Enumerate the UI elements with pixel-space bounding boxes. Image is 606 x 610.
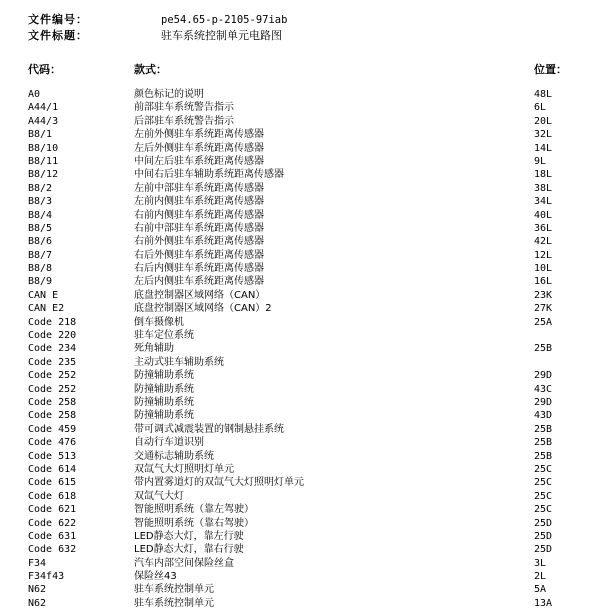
- component-description: 右前内侧驻车系统距离传感器: [134, 209, 264, 221]
- component-description: LED静态大灯，靠左行驶: [134, 530, 244, 542]
- component-position: 25D: [534, 517, 553, 529]
- component-code: Code 621: [28, 504, 77, 516]
- table-row: [0, 142, 606, 155]
- doc-title-value: 驻车系统控制单元电路图: [161, 29, 282, 42]
- component-description: 左后内侧驻车系统距离传感器: [134, 276, 264, 288]
- component-position: 25C: [534, 490, 553, 502]
- component-description: 左前外侧驻车系统距离传感器: [134, 129, 264, 141]
- table-row: [0, 517, 606, 530]
- component-code: B8/11: [28, 155, 59, 167]
- component-description: 防撞辅助系统: [134, 396, 194, 408]
- component-code: Code 618: [28, 490, 77, 502]
- component-code: B8/9: [28, 276, 53, 288]
- component-position: 38L: [534, 182, 553, 194]
- component-position: 25B: [534, 343, 553, 355]
- doc-title-label: 文件标题：: [28, 29, 88, 42]
- component-code: B8/2: [28, 182, 53, 194]
- component-position: 3L: [534, 557, 547, 569]
- table-row: [0, 155, 606, 168]
- component-position: 25C: [534, 463, 553, 475]
- component-position: 25C: [534, 477, 553, 489]
- component-description: 右前中部驻车系统距离传感器: [134, 222, 264, 234]
- component-position: 20L: [534, 115, 553, 127]
- component-description: 驻车系统控制单元: [134, 584, 214, 596]
- component-code: B8/5: [28, 222, 53, 234]
- table-row: [0, 436, 606, 449]
- component-code: Code 220: [28, 330, 77, 342]
- table-row: [0, 249, 606, 262]
- table-row: [0, 235, 606, 248]
- component-description: 后部驻车系统警告指示: [134, 115, 234, 127]
- component-position: 34L: [534, 196, 553, 208]
- component-position: 27K: [534, 303, 553, 315]
- component-position: 10L: [534, 263, 553, 275]
- table-row: [0, 88, 606, 101]
- component-code: B8/6: [28, 236, 53, 248]
- component-position: 23K: [534, 289, 553, 301]
- component-code: F34: [28, 557, 47, 569]
- component-code: B8/3: [28, 196, 53, 208]
- component-description: 带内置雾道灯的双氙气大灯照明灯单元: [134, 477, 304, 489]
- component-position: 43D: [534, 410, 553, 422]
- component-description: 颜色标记的说明: [134, 89, 204, 100]
- component-description: 底盘控制器区域网络（CAN）2: [134, 303, 272, 315]
- column-header-code: 代码：: [28, 63, 61, 76]
- component-code: Code 632: [28, 544, 77, 556]
- column-header-model: 款式：: [134, 63, 167, 76]
- component-code: CAN E: [28, 289, 59, 301]
- doc-number-label: 文件编号：: [28, 13, 88, 26]
- component-description: 防撞辅助系统: [134, 410, 194, 422]
- table-row: [0, 128, 606, 141]
- component-description: 右后外侧驻车系统距离传感器: [134, 249, 264, 261]
- component-code: Code 476: [28, 437, 77, 449]
- component-description: 双氙气大灯照明灯单元: [134, 463, 234, 475]
- component-position: 14L: [534, 142, 553, 154]
- component-description: 驻车系统控制单元: [134, 597, 214, 609]
- component-code: B8/7: [28, 249, 53, 261]
- component-description: 防撞辅助系统: [134, 383, 194, 395]
- component-description: 自动行车道识别: [134, 437, 204, 449]
- component-code: Code 614: [28, 463, 77, 475]
- doc-number-value: pe54.65-p-2105-97iab: [161, 14, 288, 26]
- component-position: 29D: [534, 370, 553, 382]
- table-row: [0, 275, 606, 288]
- table-row: [0, 583, 606, 596]
- component-code: Code 631: [28, 530, 77, 542]
- table-row: [0, 396, 606, 409]
- doc-number-row: [0, 12, 606, 28]
- table-row: [0, 342, 606, 355]
- component-code: B8/8: [28, 263, 53, 275]
- component-description: 底盘控制器区域网络（CAN）: [134, 289, 266, 301]
- table-row: [0, 557, 606, 570]
- table-row: [0, 369, 606, 382]
- component-code: B8/4: [28, 209, 53, 221]
- table-row: [0, 195, 606, 208]
- component-code: F34f43: [28, 571, 65, 583]
- table-row: [0, 316, 606, 329]
- component-position: 6L: [534, 102, 547, 114]
- component-description: 中间左后驻车系统距离传感器: [134, 155, 264, 167]
- table-row: [0, 289, 606, 302]
- component-description: 智能照明系统（靠右驾驶）: [134, 517, 254, 529]
- component-description: 防撞辅助系统: [134, 370, 194, 382]
- component-code: B8/12: [28, 169, 59, 181]
- component-position: 40L: [534, 209, 553, 221]
- component-description: 倒车摄像机: [134, 316, 184, 328]
- component-code: A44/3: [28, 115, 59, 127]
- component-code: Code 234: [28, 343, 77, 355]
- component-code: Code 513: [28, 450, 77, 462]
- component-position: 48L: [534, 89, 553, 100]
- component-description: 智能照明系统（靠左驾驶）: [134, 504, 254, 516]
- component-code: Code 218: [28, 316, 77, 328]
- component-description: 左后外侧驻车系统距离传感器: [134, 142, 264, 154]
- component-code: Code 252: [28, 383, 77, 395]
- doc-title-row: [0, 28, 606, 44]
- component-description: 死角辅助: [134, 343, 174, 355]
- component-description: 右后内侧驻车系统距离传感器: [134, 263, 264, 275]
- table-row: [0, 476, 606, 489]
- component-code: Code 258: [28, 410, 77, 422]
- table-row: [0, 182, 606, 195]
- table-row: [0, 450, 606, 463]
- component-position: 25A: [534, 316, 553, 328]
- component-position: 25B: [534, 437, 553, 449]
- component-description: 前部驻车系统警告指示: [134, 102, 234, 114]
- component-position: 13A: [534, 597, 553, 609]
- component-position: 43C: [534, 383, 553, 395]
- component-description: 左前中部驻车系统距离传感器: [134, 182, 264, 194]
- table-row: [0, 329, 606, 342]
- component-position: 25D: [534, 530, 553, 542]
- table-row: [0, 463, 606, 476]
- table-row: [0, 570, 606, 583]
- component-description: 双氙气大灯: [134, 490, 184, 502]
- component-description: 主动式驻车辅助系统: [134, 356, 224, 368]
- component-code: N62: [28, 597, 47, 609]
- component-table: [0, 88, 606, 610]
- component-code: Code 235: [28, 356, 77, 368]
- component-code: N62: [28, 584, 47, 596]
- component-position: 18L: [534, 169, 553, 181]
- component-position: 36L: [534, 222, 553, 234]
- table-row: [0, 503, 606, 516]
- component-code: A0: [28, 89, 41, 100]
- component-code: B8/10: [28, 142, 59, 154]
- component-position: 5A: [534, 584, 547, 596]
- component-position: 16L: [534, 276, 553, 288]
- component-position: 25B: [534, 450, 553, 462]
- table-row: [0, 383, 606, 396]
- column-header-position: 位置：: [534, 63, 567, 76]
- component-description: 汽车内部空间保险丝盒: [134, 557, 234, 569]
- component-position: 2L: [534, 571, 547, 583]
- table-row: [0, 409, 606, 422]
- table-row: [0, 168, 606, 181]
- component-code: CAN E2: [28, 303, 65, 315]
- table-row: [0, 262, 606, 275]
- table-row: [0, 302, 606, 315]
- component-description: LED静态大灯，靠右行驶: [134, 544, 244, 556]
- table-row: [0, 209, 606, 222]
- component-position: 25D: [534, 544, 553, 556]
- table-row: [0, 490, 606, 503]
- component-description: 右前外侧驻车系统距离传感器: [134, 236, 264, 248]
- component-code: Code 258: [28, 396, 77, 408]
- component-code: B8/1: [28, 129, 53, 141]
- component-description: 中间右后驻车辅助系统距离传感器: [134, 169, 284, 181]
- table-row: [0, 101, 606, 114]
- component-code: A44/1: [28, 102, 59, 114]
- table-row: [0, 115, 606, 128]
- component-description: 交通标志辅助系统: [134, 450, 214, 462]
- table-row: [0, 597, 606, 610]
- component-description: 保险丝43: [134, 571, 177, 583]
- table-row: [0, 356, 606, 369]
- component-description: 带可调式减震装置的钢制悬挂系统: [134, 423, 284, 435]
- table-row: [0, 423, 606, 436]
- component-position: 42L: [534, 236, 553, 248]
- component-position: 9L: [534, 155, 547, 167]
- component-position: 29D: [534, 396, 553, 408]
- component-code: Code 252: [28, 370, 77, 382]
- component-position: 12L: [534, 249, 553, 261]
- component-position: 25C: [534, 504, 553, 516]
- table-row: [0, 222, 606, 235]
- component-code: Code 622: [28, 517, 77, 529]
- component-description: 左前内侧驻车系统距离传感器: [134, 196, 264, 208]
- component-position: 25B: [534, 423, 553, 435]
- table-row: [0, 530, 606, 543]
- component-position: 32L: [534, 129, 553, 141]
- component-description: 驻车定位系统: [134, 330, 194, 342]
- component-code: Code 615: [28, 477, 77, 489]
- component-code: Code 459: [28, 423, 77, 435]
- table-row: [0, 543, 606, 556]
